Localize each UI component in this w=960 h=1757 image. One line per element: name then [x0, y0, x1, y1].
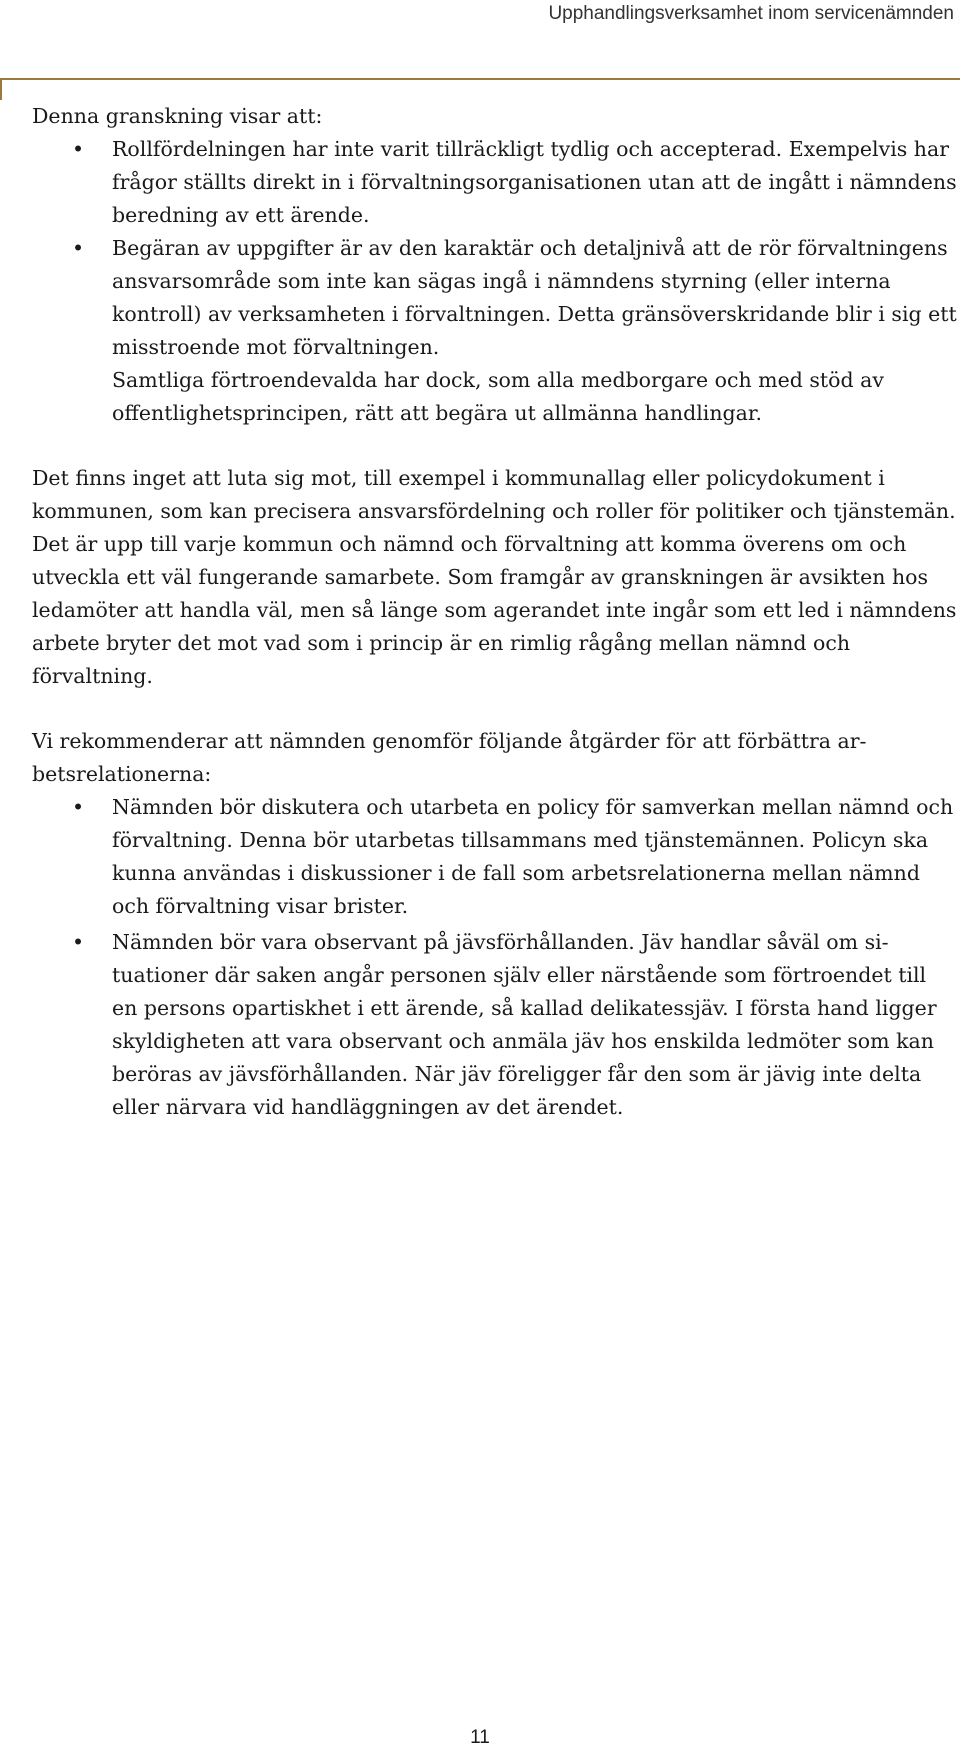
- findings-list: [32, 133, 957, 430]
- list-item: [32, 926, 957, 1124]
- intro-text: Denna granskning visar att:: [32, 104, 323, 128]
- list-item-text: Begäran av uppgifter är av den karaktär och detaljnivå att de rör förvaltningens ansvarsområde som inte kan sägas ingå i nämndens styrning (eller interna kontroll) av verksamheten i förvaltningen. Detta gränsöverskridande blir i sig ett misstroende mot förvaltningen.: [112, 236, 957, 359]
- list-item-text: Rollfördelningen har inte varit tillräckligt tydlig och accepterad. Exempelvis har frågor ställts direkt in i förvaltningsorganisationen utan att de ingått i nämndens beredning av ett ärende.: [112, 137, 957, 227]
- bullet-icon: •: [71, 795, 85, 819]
- header-rule-corner: [0, 78, 2, 100]
- list-item-text: Nämnden bör diskutera och utarbeta en policy för samverkan mellan nämnd och förvaltning. Denna bör utarbetas tillsammans med tjänstemännen. Policyn ska kunna användas i diskussioner i de fall som arbetsrelationerna mellan nämnd och förvaltning visar brister.: [112, 795, 954, 918]
- paragraph: Vi rekommenderar att nämnden genomför följande åtgärder för att förbättra arbetsrelationerna:: [32, 729, 867, 786]
- running-header-title: Upphandlingsverksamhet inom servicenämnden: [548, 3, 954, 24]
- header-rule: [0, 78, 960, 80]
- bullet-icon: •: [71, 236, 85, 260]
- bullet-icon: •: [71, 137, 85, 161]
- list-item-text: Nämnden bör vara observant på jävsförhållanden. Jäv handlar såväl om situationer där saken angår personen själv eller närstående som förtroendet till en persons opartiskhet i ett ärende, så kallad delikatessjäv. I första hand ligger skyldigheten att vara observant och anmäla jäv hos enskilda ledmöter som kan beröras av jävsförhållanden. När jäv föreligger får den som är jävig inte delta eller närvara vid handläggningen av det ärendet.: [112, 930, 937, 1119]
- list-item-text: Samtliga förtroendevalda har dock, som alla medborgare och med stöd av offentlighetsprincipen, rätt att begära ut allmänna handlingar.: [112, 368, 884, 425]
- list-item: [32, 791, 957, 923]
- list-item: [32, 133, 957, 232]
- recommendations-list: [32, 791, 957, 1124]
- bullet-icon: •: [71, 930, 85, 954]
- document-body: [32, 100, 957, 1127]
- list-item: [32, 232, 957, 364]
- list-item: [32, 364, 957, 430]
- page-number: 11: [470, 1727, 490, 1748]
- paragraph: Det finns inget att luta sig mot, till exempel i kommunallag eller policydokument i kommunen, som kan precisera ansvarsfördelning och roller för politiker och tjänstemän. Det är upp till varje kommun och nämnd och förvaltning att komma överens om och utveckla ett väl fungerande samarbete. Som framgår av granskningen är avsikten hos ledamöter att handla väl, men så länge som agerandet inte ingår som ett led i nämndens arbete bryter det mot vad som i princip är en rimlig rågång mellan nämnd och förvaltning.: [32, 466, 957, 688]
